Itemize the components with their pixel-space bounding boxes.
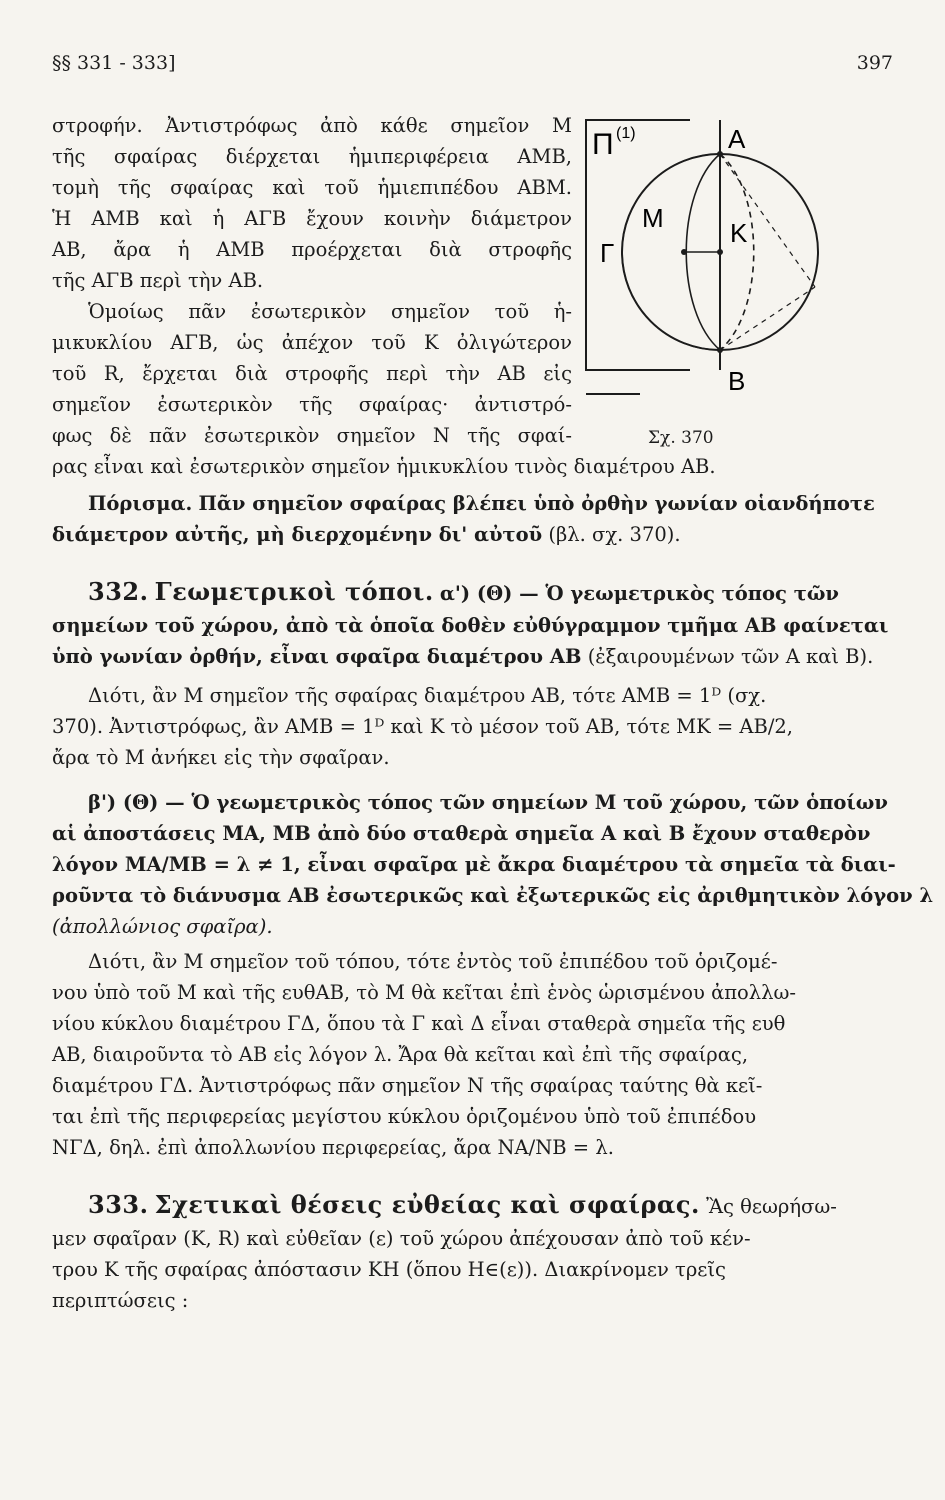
label-plane-sup: (1) xyxy=(616,125,636,142)
porisma-label: Πόρισμα. xyxy=(88,492,193,515)
label-a: A xyxy=(728,124,746,154)
porisma-line-2 xyxy=(52,519,894,550)
label-k: K xyxy=(730,218,748,248)
text-line: τρου Κ τῆς σφαίρας ἀπόστασιν ΚΗ (ὅπου Η∈(ε)). Διακρίνομεν τρεῖς xyxy=(52,1258,726,1281)
s333-title: Σχετικαὶ θέσεις εὐθείας καὶ σφαίρας. xyxy=(154,1190,700,1219)
semicircle-hidden xyxy=(720,154,754,350)
label-b: B xyxy=(728,366,746,396)
porisma-ref: (βλ. σχ. 370). xyxy=(548,523,681,546)
text-line: ΑΒ, διαιροῦντα τὸ ΑΒ εἰς λόγον λ. Ἄρα θὰ κεῖται καὶ ἐπὶ τῆς σφαίρας, xyxy=(52,1043,749,1066)
text-line: τομὴ τῆς σφαίρας καὶ τοῦ ἡμιεπιπέδου ΑΒΜ. xyxy=(52,176,572,199)
label-plane: Π xyxy=(592,128,614,161)
text-line: Ἡ ΑΜΒ καὶ ἡ ΑΓΒ ἔχουν κοινὴν διάμετρον xyxy=(52,207,572,230)
s332-a-text-2: ὑπὸ γωνίαν ὀρθήν, εἶναι σφαῖρα διαμέτρου ΑΒ xyxy=(52,645,582,668)
point-m xyxy=(681,249,687,255)
text-line: ρας εἶναι καὶ ἐσωτερικὸν σημεῖον ἡμικυκλίου τινὸς διαμέτρου ΑΒ. xyxy=(52,455,716,478)
body-text xyxy=(52,451,934,1316)
text-line xyxy=(52,787,894,818)
porisma-text-2: διάμετρον αὐτῆς, μὴ διερχομένην δι' αὐτοῦ xyxy=(52,523,543,546)
point-a xyxy=(717,151,723,157)
text-line: περιπτώσεις : xyxy=(52,1289,189,1312)
s332-a-text: σημείων τοῦ χώρου, ἀπὸ τὰ ὁποῖα δοθὲν εὐθύγραμμον τμῆμα ΑΒ φαίνεται xyxy=(52,614,889,637)
chord-dashed-2 xyxy=(720,287,815,350)
s333-text-start: Ἂς θεωρήσω- xyxy=(706,1195,837,1218)
text-line xyxy=(52,880,934,911)
s332-a-exception: (ἐξαιρουμένων τῶν Α καὶ Β). xyxy=(587,645,874,668)
text-line xyxy=(52,818,894,849)
point-k xyxy=(717,249,723,255)
text-line: τῆς σφαίρας διέρχεται ἡμιπεριφέρεια ΑΜΒ, xyxy=(52,145,572,168)
label-gamma: Γ xyxy=(600,238,615,268)
s332-heading xyxy=(52,576,894,610)
section-range: §§ 331 - 333] xyxy=(52,52,176,74)
label-m: M xyxy=(642,203,664,233)
text-line: φως δὲ πᾶν ἐσωτερικὸν σημεῖον Ν τῆς σφαί- xyxy=(52,424,572,447)
text-line: Διότι, ἂν Μ σημεῖον τοῦ τόπου, τότε ἐντὸς τοῦ ἐπιπέδου τοῦ ὁριζομέ- xyxy=(88,950,778,973)
text-line: μεν σφαῖραν (Κ, R) καὶ εὐθεῖαν (ε) τοῦ χώρου ἀπέχουσαν ἀπὸ τοῦ κέν- xyxy=(52,1227,751,1250)
porisma-line-1 xyxy=(52,488,894,519)
text-line xyxy=(52,641,894,672)
s332-a-label: α') (Θ) — Ὁ γεωμετρικὸς τόπος τῶν xyxy=(439,582,839,605)
s332-b-text: λόγον ΜΑ/ΜΒ = λ ≠ 1, εἶναι σφαῖρα μὲ ἄκρα διαμέτρου τὰ σημεῖα τὰ διαι- xyxy=(52,853,896,876)
s332-b-text: αἱ ἀποστάσεις ΜΑ, ΜΒ ἀπὸ δύο σταθερὰ σημεῖα Α καὶ Β ἔχουν σταθερὸν xyxy=(52,822,871,845)
text-line: σημεῖον ἐσωτερικὸν τῆς σφαίρας· ἀντιστρό- xyxy=(52,393,572,416)
text-line: στροφήν. Ἀντιστρόφως ἀπὸ κάθε σημεῖον Μ xyxy=(52,114,572,137)
text-line: ΑΒ, ἄρα ἡ ΑΜΒ προέρχεται διὰ στροφῆς xyxy=(52,238,572,261)
text-line: Διότι, ἂν Μ σημεῖον τῆς σφαίρας διαμέτρου ΑΒ, τότε ΑΜΒ = 1ᴰ (σχ. xyxy=(88,684,767,707)
text-line: ἄρα τὸ Μ ἀνήκει εἰς τὴν σφαῖραν. xyxy=(52,746,390,769)
s332-b-text: ροῦντα τὸ διάνυσμα ΑΒ ἐσωτερικῶς καὶ ἐξωτερικῶς εἰς ἀριθμητικὸν λόγον λ xyxy=(52,884,934,907)
text-line: Ὁμοίως πᾶν ἐσωτερικὸν σημεῖον τοῦ ἡ- xyxy=(88,300,572,323)
s332-title: Γεωμετρικοὶ τόποι. xyxy=(154,577,434,606)
column-text xyxy=(52,110,572,451)
text-line: 370). Ἀντιστρόφως, ἂν ΑΜΒ = 1ᴰ καὶ Κ τὸ μέσον τοῦ ΑΒ, τότε ΜΚ = ΑΒ/2, xyxy=(52,715,793,738)
text-line: τοῦ R, ἔρχεται διὰ στροφῆς περὶ τὴν ΑΒ εἰς xyxy=(52,362,572,385)
text-line: (ἀπολλώνιος σφαῖρα). xyxy=(52,915,273,938)
s333-heading xyxy=(52,1189,894,1223)
s332-number: 332. xyxy=(88,577,149,606)
text-line: ται ἐπὶ τῆς περιφερείας μεγίστου κύκλου ὁριζομένου ὑπὸ τοῦ ἐπιπέδου xyxy=(52,1105,757,1128)
text-line: μικυκλίου ΑΓΒ, ὡς ἀπέχον τοῦ Κ ὀλιγώτερον xyxy=(52,331,572,354)
figure-370 xyxy=(580,112,850,412)
text-line: διαμέτρου ΓΔ. Ἀντιστρόφως πᾶν σημεῖον Ν τῆς σφαίρας ταύτης θὰ κεῖ- xyxy=(52,1074,763,1097)
porisma-text: Πᾶν σημεῖον σφαίρας βλέπει ὑπὸ ὀρθὴν γωνίαν οἱανδήποτε xyxy=(198,492,875,515)
text-line xyxy=(52,849,894,880)
page-header xyxy=(52,52,893,82)
text-line: ΝΓΔ, δηλ. ἐπὶ ἀπολλωνίου περιφερείας, ἄρα ΝΑ/ΝΒ = λ. xyxy=(52,1136,614,1159)
s333-number: 333. xyxy=(88,1190,149,1219)
page-number: 397 xyxy=(856,52,893,74)
text-line: τῆς ΑΓΒ περὶ τὴν ΑΒ. xyxy=(52,269,264,292)
text-line xyxy=(52,610,894,641)
text-line: νίου κύκλου διαμέτρου ΓΔ, ὅπου τὰ Γ καὶ Δ εἶναι σταθερὰ σημεῖα τῆς ευθ xyxy=(52,1012,786,1035)
text-line: νου ὑπὸ τοῦ Μ καὶ τῆς ευθΑΒ, τὸ Μ θὰ κεῖται ἐπὶ ἑνὸς ὡρισμένου ἀπολλω- xyxy=(52,981,797,1004)
point-b xyxy=(717,347,723,353)
sphere-diagram xyxy=(580,112,850,412)
figure-caption: Σχ. 370 xyxy=(648,428,714,448)
s332-b-text: β') (Θ) — Ὁ γεωμετρικὸς τόπος τῶν σημείων Μ τοῦ χώρου, τῶν ὁποίων xyxy=(88,791,888,814)
